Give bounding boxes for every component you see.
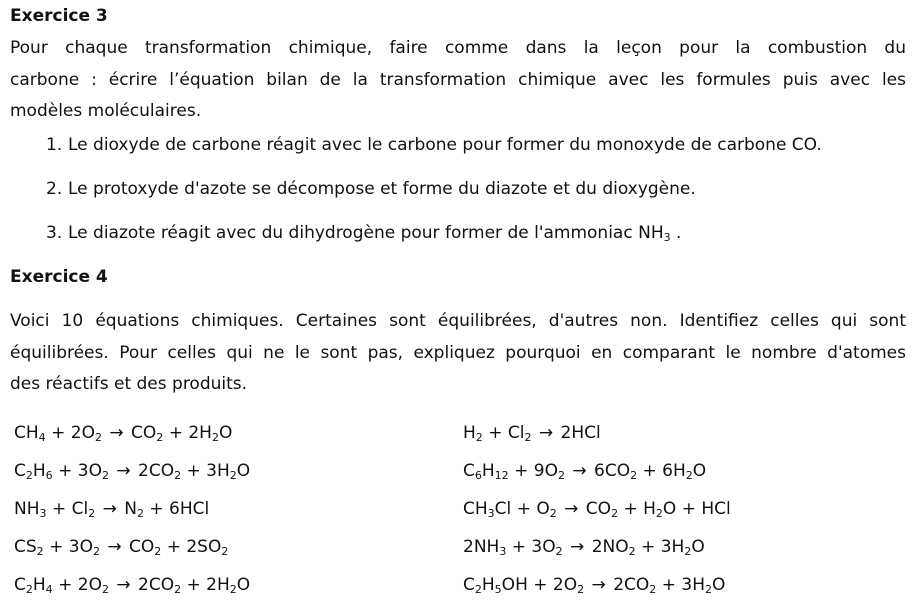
exercise-4-instructions — [10, 306, 906, 401]
reaction-arrow-icon: → — [109, 423, 124, 443]
reaction-arrow-icon: → — [570, 537, 585, 557]
chemical-equation: $C_2H_5OH + 2O_2 \to 2CO_2 + 3H_2O$ — [463, 575, 726, 596]
reaction-arrow-icon: → — [538, 423, 554, 443]
paragraph-line: modèles moléculaires. — [10, 101, 202, 121]
chemical-equation: $C_2H_6 + 3O_2 \to 2CO_2 + 3H_2O$ — [14, 461, 251, 482]
chemical-equation: $CH_3Cl + O_2 \to CO_2 + H_2O$ + HCl — [463, 499, 731, 520]
paragraph-line: Voici 10 équations chimiques. Certaines sont équilibrées, d'autres non. Identifiez celles qui sont — [10, 311, 906, 331]
reaction-arrow-icon: → — [102, 499, 117, 519]
list-item — [46, 179, 696, 199]
exercise-3-instructions — [10, 33, 906, 128]
subscript: 3 — [663, 231, 671, 244]
reaction-arrow-icon: → — [107, 537, 122, 557]
list-item-text: Le dioxyde de carbone réagit avec le carbone pour former du monoxyde de carbone CO. — [68, 135, 822, 155]
list-item-end: . — [670, 223, 682, 243]
exercise-3-title: Exercice 3 — [10, 6, 108, 26]
reaction-arrow-icon: → — [116, 461, 131, 481]
list-number: 2. — [46, 179, 63, 199]
list-item-text: Le protoxyde d'azote se décompose et forme du diazote et du dioxygène. — [68, 179, 696, 199]
reaction-arrow-icon: → — [572, 461, 587, 481]
paragraph-line: des réactifs et des produits. — [10, 374, 248, 394]
chemical-equation: $C_6H_{12} + 9O_2 \to 6CO_2 + 6H_2O$ — [463, 461, 707, 482]
reaction-arrow-icon: → — [116, 575, 131, 595]
chemical-equation: $NH_3 + Cl_2 \to N_2 + 6HCl$ — [14, 499, 210, 520]
list-item — [46, 223, 681, 244]
chemical-equation: $H_2 + Cl_2 \to 2HCl$ — [463, 423, 601, 444]
chemical-equation: $2NH_3 + 3O_2 \to 2NO_2 + 3H_2O$ — [463, 537, 705, 558]
list-number: 3. — [46, 223, 63, 243]
list-number: 1. — [46, 135, 63, 155]
list-item-text: Le diazote réagit avec du dihydrogène pour former de l'ammoniac NH — [68, 223, 664, 243]
paragraph-line: Pour chaque transformation chimique, faire comme dans la leçon pour la combustion du — [10, 38, 906, 58]
chemical-equation: $CH_4 + 2O_2 \to CO_2 + 2H_2O$ — [14, 423, 233, 444]
paragraph-line: carbone : écrire l’équation bilan de la transformation chimique avec les formules puis avec les — [10, 69, 906, 90]
reaction-arrow-icon: → — [591, 575, 606, 595]
chemical-equation: $C_2H_4 + 2O_2 \to 2CO_2 + 2H_2O$ — [14, 575, 251, 596]
reaction-arrow-icon: → — [564, 499, 579, 519]
chemical-equation: $CS_2 + 3O_2 \to CO_2 + 2SO_2$ — [14, 537, 229, 558]
list-item — [46, 135, 822, 155]
exercise-4-title: Exercice 4 — [10, 267, 108, 287]
paragraph-line: équilibrées. Pour celles qui ne le sont pas, expliquez pourquoi en comparant le nombre d'atomes — [10, 342, 906, 363]
